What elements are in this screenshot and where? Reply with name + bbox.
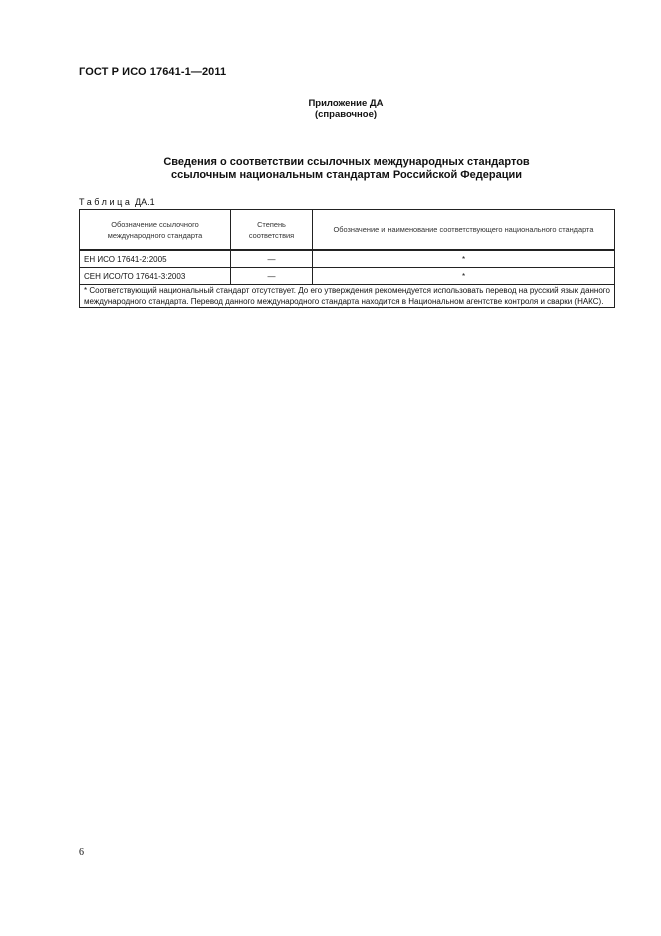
table-row — [80, 250, 615, 268]
document-number-header: ГОСТ Р ИСО 17641-1—2011 — [79, 66, 227, 78]
cell-degree-of-conformity: — — [231, 250, 313, 268]
cell-national-standard: * — [313, 268, 615, 285]
column-header-degree-of-conformity: Степень соответствия — [231, 210, 313, 251]
annex-title: Приложение ДА — [308, 98, 384, 109]
table-footnote: * Соответствующий национальный стандарт отсутствует. До его утверждения рекомендуется использовать перевод на русский язык данного международного стандарта. Перевод данного международного стандарта находится в Национальном агентстве контроля и сварки (НАКС). — [80, 285, 615, 308]
annex-heading — [0, 98, 661, 120]
cell-international-standard: СЕН ИСО/ТО 17641-3:2003 — [80, 268, 231, 285]
table-header-row — [80, 210, 615, 251]
cell-international-standard: ЕН ИСО 17641-2:2005 — [80, 250, 231, 268]
column-header-international-standard: Обозначение ссылочного международного стандарта — [80, 210, 231, 251]
table-row — [80, 268, 615, 285]
cell-degree-of-conformity: — — [231, 268, 313, 285]
section-title — [79, 156, 614, 182]
table-caption-id: ДА.1 — [135, 197, 155, 207]
table-caption — [79, 197, 155, 207]
reference-standards-table — [79, 209, 615, 308]
column-header-national-standard: Обозначение и наименование соответствующего национального стандарта — [313, 210, 615, 251]
page-number: 6 — [79, 847, 84, 858]
table-caption-prefix: Таблица — [79, 197, 133, 207]
section-title-line-1: Сведения о соответствии ссылочных международных стандартов — [163, 156, 530, 168]
table-footnote-row — [80, 285, 615, 308]
annex-kind: (справочное) — [314, 109, 378, 120]
cell-national-standard: * — [313, 250, 615, 268]
section-title-line-2: ссылочным национальным стандартам Российской Федерации — [170, 169, 523, 181]
